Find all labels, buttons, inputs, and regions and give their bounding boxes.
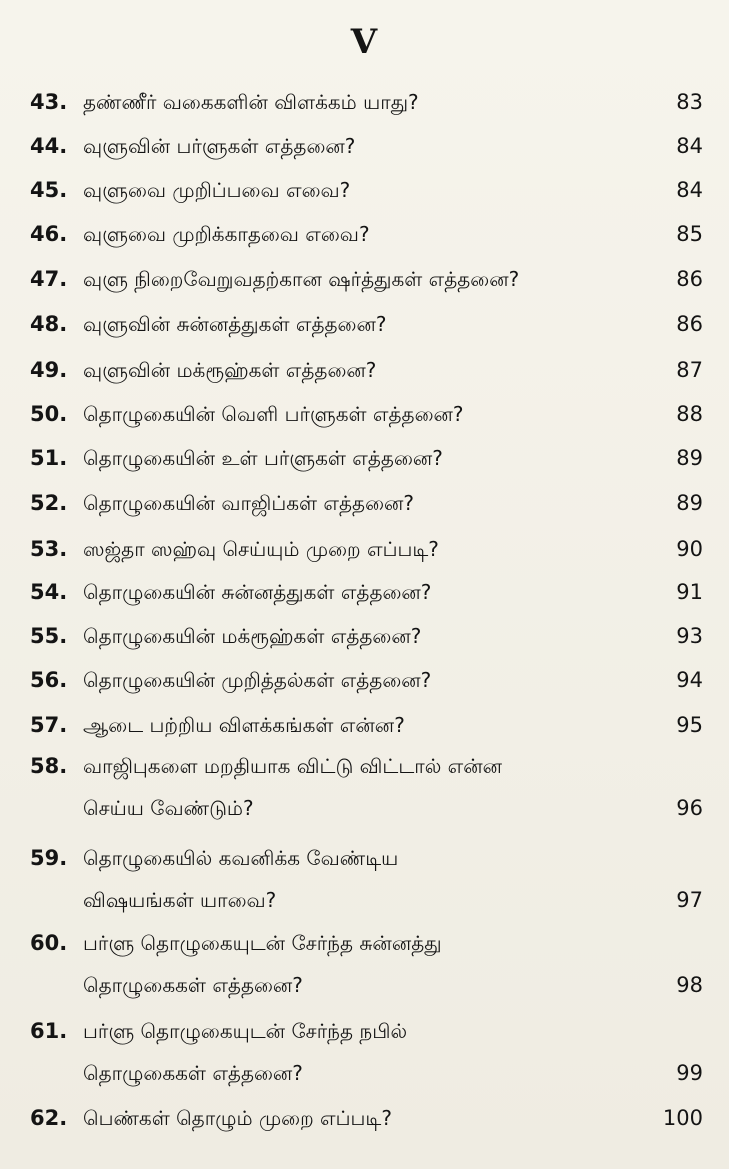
- entry-title: வுளுவின் மக்ரூஹ்கள் எத்தனை?: [83, 358, 377, 382]
- entry-title-continuation: தொழுகைகள் எத்தனை?: [83, 973, 303, 997]
- entry-title: தொழுகையின் வெளி பர்ளுகள் எத்தனை?: [83, 402, 464, 426]
- entry-number: 57.: [30, 713, 68, 737]
- toc-entry: [0, 304, 729, 344]
- toc-entry: [0, 438, 729, 478]
- toc-entry: [0, 705, 729, 745]
- entry-number: 44.: [30, 134, 68, 158]
- entry-title: பர்ளு தொழுகையுடன் சேர்ந்த சுன்னத்து: [83, 931, 442, 955]
- entry-title: தண்ணீர் வகைகளின் விளக்கம் யாது?: [83, 90, 419, 114]
- entry-page-number: 84: [676, 178, 703, 202]
- entry-page-number: 100: [662, 1106, 703, 1130]
- toc-entry: [0, 616, 729, 656]
- entry-page-number: 94: [676, 668, 703, 692]
- entry-page-number: 90: [676, 537, 703, 561]
- toc-entry: [0, 572, 729, 612]
- toc-entry: [0, 350, 729, 390]
- toc-entry: [0, 126, 729, 166]
- toc-entry: [0, 923, 729, 1007]
- entry-title: வுளு நிறைவேறுவதற்கான ஷர்த்துகள் எத்தனை?: [83, 267, 520, 291]
- entry-title: வுளுவின் பர்ளுகள் எத்தனை?: [83, 134, 356, 158]
- entry-title-continuation: தொழுகைகள் எத்தனை?: [83, 1061, 303, 1085]
- entry-title-continuation: விஷயங்கள் யாவை?: [83, 888, 277, 912]
- entry-number: 51.: [30, 446, 68, 470]
- entry-title: தொழுகையின் சுன்னத்துகள் எத்தனை?: [83, 580, 432, 604]
- toc-entry: [0, 483, 729, 523]
- toc-entry: [0, 660, 729, 700]
- entry-number: 52.: [30, 491, 68, 515]
- toc-entry: [0, 1098, 729, 1138]
- toc-entry: [0, 259, 729, 299]
- entry-title: வாஜிபுகளை மறதியாக விட்டு விட்டால் என்ன: [83, 754, 503, 778]
- entry-title: வுளுவை முறிக்காதவை எவை?: [83, 222, 370, 246]
- entry-title: தொழுகையின் வாஜிப்கள் எத்தனை?: [83, 491, 415, 515]
- toc-entry: [0, 214, 729, 254]
- entry-page-number: 86: [676, 312, 703, 336]
- entry-page-number: 85: [676, 222, 703, 246]
- entry-number: 43.: [30, 90, 68, 114]
- entry-page-number: 88: [676, 402, 703, 426]
- entry-title: வுளுவை முறிப்பவை எவை?: [83, 178, 351, 202]
- entry-page-number: 97: [676, 888, 703, 912]
- entry-number: 59.: [30, 846, 68, 870]
- entry-number: 47.: [30, 267, 68, 291]
- entry-number: 60.: [30, 931, 68, 955]
- entry-page-number: 98: [676, 973, 703, 997]
- entry-page-number: 83: [676, 90, 703, 114]
- entry-number: 49.: [30, 358, 68, 382]
- entry-page-number: 93: [676, 624, 703, 648]
- toc-entry: [0, 170, 729, 210]
- entry-page-number: 99: [676, 1061, 703, 1085]
- entry-title: ஸஜ்தா ஸஹ்வு செய்யும் முறை எப்படி?: [83, 537, 439, 561]
- entry-title: தொழுகையின் உள் பர்ளுகள் எத்தனை?: [83, 446, 443, 470]
- page-roman-numeral: V: [350, 22, 379, 62]
- entry-title: தொழுகையில் கவனிக்க வேண்டிய: [83, 846, 399, 870]
- entry-number: 50.: [30, 402, 68, 426]
- toc-entry: [0, 529, 729, 569]
- entry-title-continuation: செய்ய வேண்டும்?: [83, 796, 254, 820]
- entry-number: 58.: [30, 754, 68, 778]
- entry-page-number: 91: [676, 580, 703, 604]
- entry-number: 55.: [30, 624, 68, 648]
- entry-number: 54.: [30, 580, 68, 604]
- entry-page-number: 95: [676, 713, 703, 737]
- entry-page-number: 87: [676, 358, 703, 382]
- entry-number: 62.: [30, 1106, 68, 1130]
- entry-page-number: 89: [676, 491, 703, 515]
- entry-number: 46.: [30, 222, 68, 246]
- entry-title: பர்ளு தொழுகையுடன் சேர்ந்த நபில்: [83, 1019, 408, 1043]
- entry-number: 45.: [30, 178, 68, 202]
- entry-number: 53.: [30, 537, 68, 561]
- entry-number: 56.: [30, 668, 68, 692]
- entry-title: ஆடை பற்றிய விளக்கங்கள் என்ன?: [83, 713, 405, 737]
- toc-entry: [0, 746, 729, 830]
- entry-title: தொழுகையின் மக்ரூஹ்கள் எத்தனை?: [83, 624, 422, 648]
- entry-number: 61.: [30, 1019, 68, 1043]
- entry-number: 48.: [30, 312, 68, 336]
- entry-title: பெண்கள் தொழும் முறை எப்படி?: [83, 1106, 392, 1130]
- toc-entry: [0, 1011, 729, 1095]
- entry-title: வுளுவின் சுன்னத்துகள் எத்தனை?: [83, 312, 387, 336]
- entry-page-number: 84: [676, 134, 703, 158]
- entry-title: தொழுகையின் முறித்தல்கள் எத்தனை?: [83, 668, 432, 692]
- toc-entry: [0, 82, 729, 122]
- entry-page-number: 89: [676, 446, 703, 470]
- toc-entry: [0, 838, 729, 922]
- entry-page-number: 86: [676, 267, 703, 291]
- entry-page-number: 96: [676, 796, 703, 820]
- toc-entry: [0, 394, 729, 434]
